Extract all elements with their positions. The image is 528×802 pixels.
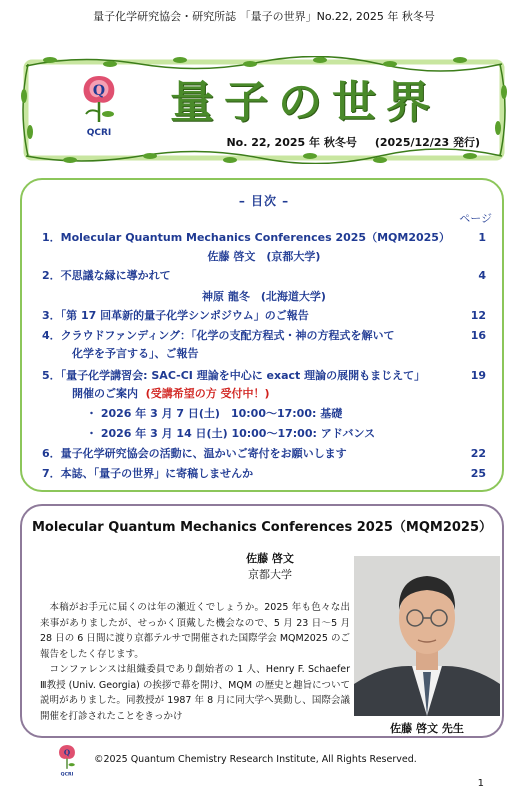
title-banner [20, 56, 508, 164]
svg-text:QCRI: QCRI [86, 128, 112, 138]
svg-text:Q: Q [92, 83, 106, 99]
article-paragraph-1: 本稿がお手元に届くのは年の瀬近くでしょうか。2025 年も色々な出来事がありましたが、せっかく頂戴した機会なので、5 月 23 日～5 月 28 日の 6 日間に渡り京都テルサで開催された国際学会 MQM2025 のご報告をしたく存じます。 [40, 602, 350, 660]
masthead-title: 量子の世界 [170, 77, 440, 128]
toc-author-2: 神原 龍冬 (北海道大学) [202, 290, 326, 303]
session-advanced: ・ 2026 年 3 月 14 日(土) 10:00～17:00: アドバンス [86, 427, 376, 440]
toc-entry-4-cont: 化学を予言する」、ご報告 [72, 347, 199, 360]
toc-page-header: ページ [459, 212, 492, 225]
svg-text:QCRI: QCRI [60, 772, 74, 778]
toc-entry-2[interactable]: 2．不思議な縁に導かれて 4 [42, 269, 486, 282]
toc-page-7: 25 [470, 467, 486, 480]
footer-qcri-logo [52, 740, 82, 778]
toc-title: – 目次 – [238, 194, 290, 208]
toc-entry-5[interactable]: 5．「量子化学講習会: SAC-CI 理論を中心に exact 理論の展開もまじえて」 19 [42, 369, 486, 382]
toc-page-5: 19 [470, 369, 486, 382]
toc-entry-6[interactable]: 6．量子化学研究協会の活動に、温かいご寄付をお願いします 22 [42, 447, 486, 460]
toc-entry-5-cont: 開催のご案内 (受講希望の方 受付中！) [72, 387, 270, 400]
copyright-notice: ©2025 Quantum Chemistry Research Institute, All Rights Reserved. [94, 754, 417, 765]
session-basic: ・ 2026 年 3 月 7 日(土) 10:00～17:00: 基礎 [86, 407, 343, 420]
toc-entry-3[interactable]: 3．「第 17 回革新的量子化学シンポジウム」のご報告 12 [42, 309, 486, 322]
article-affiliation: 京都大学 [248, 568, 292, 581]
toc-page-3: 12 [470, 309, 486, 322]
qcri-logo [70, 68, 128, 138]
toc-page-4: 16 [470, 329, 486, 342]
toc-entry-1[interactable]: 1．Molecular Quantum Mechanics Conferences 2025（MQM2025） 1 [42, 231, 486, 244]
toc-entry-4[interactable]: 4．クラウドファンディング：「化学の支配方程式・神の方程式を解いて 16 [42, 329, 486, 342]
toc-author-1: 佐藤 啓文 (京都大学) [207, 250, 321, 263]
author-portrait [354, 556, 500, 716]
article-author: 佐藤 啓文 [246, 552, 294, 565]
svg-text:Q: Q [63, 747, 71, 757]
article-paragraph-2: コンファレンスは組織委員であり創始者の 1 人、Henry F. Schaefer Ⅲ教授 (Univ. Georgia) の挨拶で幕を開け、MQM の歴史と趣旨について説明がありました。同教授が 1987 年 8 月に同大学へ異動し、国際会議開催を打診されたことをきっかけ [40, 664, 350, 722]
toc-entry-7[interactable]: 7．本誌、「量子の世界」に寄稿しませんか 25 [42, 467, 486, 480]
issue-number: No. 22, 2025 年 秋冬号 [226, 136, 357, 149]
toc-page-2: 4 [478, 269, 486, 282]
journal-header: 量子化学研究協会・研究所誌 「量子の世界」No.22, 2025 年 秋冬号 [93, 10, 435, 23]
page-number: 1 [477, 778, 484, 789]
article-title: Molecular Quantum Mechanics Conferences 2025（MQM2025） [31, 520, 493, 535]
toc-page-6: 22 [470, 447, 486, 460]
toc-page-1: 1 [478, 231, 486, 244]
issue-line [226, 134, 480, 150]
registration-open-notice: (受講希望の方 受付中！) [145, 387, 270, 400]
portrait-caption: 佐藤 啓文 先生 [390, 722, 464, 735]
issue-date: (2025/12/23 発行) [374, 136, 480, 149]
article-body [40, 600, 350, 724]
